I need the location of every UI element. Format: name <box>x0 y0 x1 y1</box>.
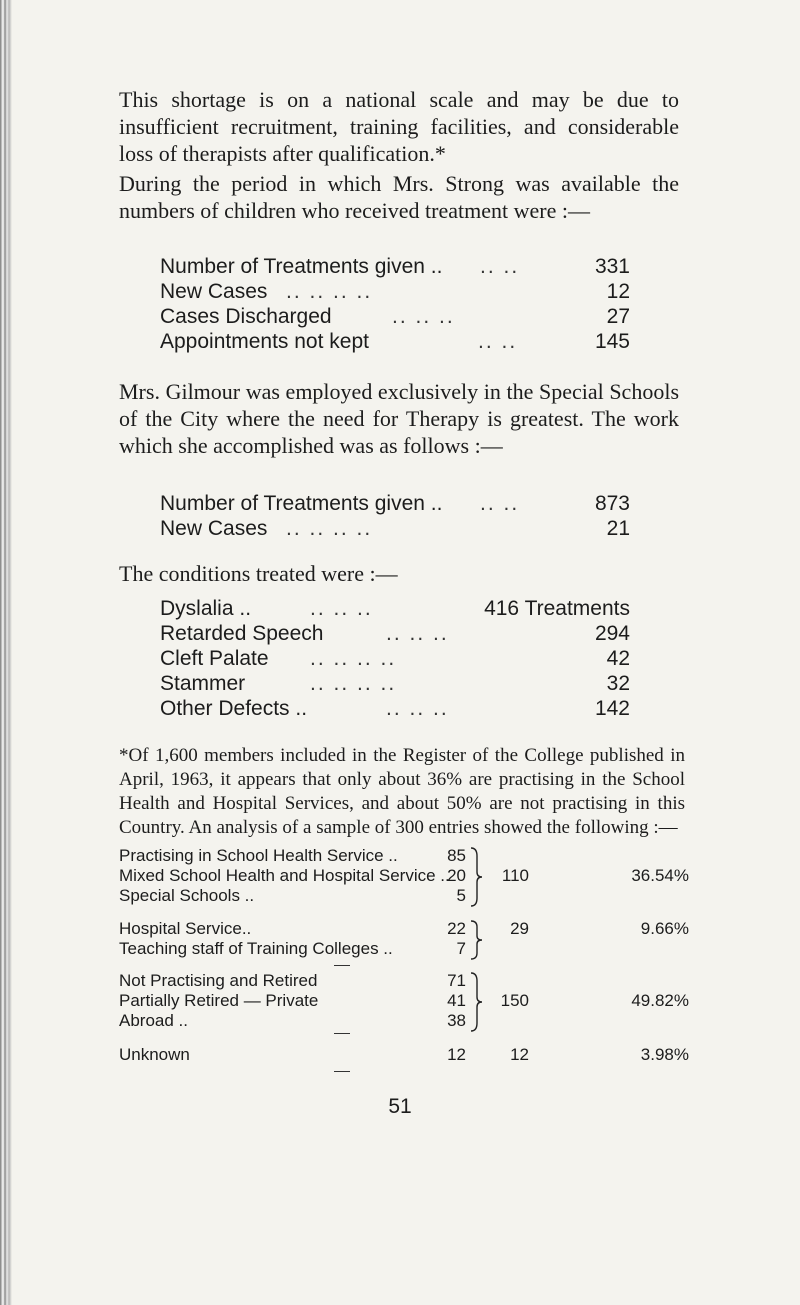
gilmour-treatment-list <box>160 491 630 541</box>
table-row: Teaching staff of Training Colleges .. 7 <box>119 939 466 958</box>
group-percent: 3.98% <box>640 1045 689 1064</box>
analysis-group-not-practising <box>119 971 689 1041</box>
group-total: 150 <box>500 991 529 1010</box>
list-item: Dyslalia .. .. .. .. 416 Treatments <box>160 597 630 620</box>
subtotal-rule <box>334 1033 350 1034</box>
list-item: New Cases .. .. .. .. 21 <box>160 517 630 540</box>
list-item: Retarded Speech .. .. .. 294 <box>160 622 630 645</box>
group-percent: 49.82% <box>631 991 689 1010</box>
group-percent: 9.66% <box>640 919 689 938</box>
group-percent: 36.54% <box>631 866 689 885</box>
strong-treatment-list <box>160 254 630 354</box>
table-row: Partially Retired — Private 41 <box>119 991 466 1010</box>
paragraph-conditions: The conditions treated were :— <box>119 561 398 586</box>
footnote: *Of 1,600 members included in the Register of the College published in April, 1963, it appears that only about 36% are practising in the School Health and Hospital Services, and about 50% are not practising in this Country. An analysis of a sample of 300 entries showed the following :— <box>119 745 685 838</box>
table-row: Unknown 12 <box>119 1045 466 1064</box>
list-item: Stammer .. .. .. .. 32 <box>160 672 630 695</box>
table-row: Not Practising and Retired 71 <box>119 971 466 990</box>
table-row: Abroad .. 38 <box>119 1011 466 1030</box>
page-number: 51 <box>388 1095 412 1118</box>
table-row: Practising in School Health Service .. 85 <box>119 846 466 865</box>
right-brace-icon <box>469 971 483 1033</box>
conditions-list <box>160 596 630 721</box>
total-rule <box>334 1071 350 1072</box>
list-item: Number of Treatments given .. .. .. 331 <box>160 255 630 278</box>
paragraph-mrs-gilmour: Mrs. Gilmour was employed exclusively in the Special Schools of the City where the need for Therapy is greatest. The work which she accomplished was as follows :— <box>119 379 679 458</box>
list-item: Appointments not kept .. .. 145 <box>160 330 630 353</box>
table-row: Special Schools .. 5 <box>119 886 466 905</box>
paragraph-mrs-strong: During the period in which Mrs. Strong was available the numbers of children who received treatment were :— <box>119 171 679 223</box>
list-item: New Cases .. .. .. .. 12 <box>160 280 630 303</box>
group-total: 12 <box>510 1045 529 1064</box>
analysis-group-unknown <box>119 1045 689 1067</box>
group-total: 29 <box>510 919 529 938</box>
list-item: Other Defects .. .. .. .. 142 <box>160 697 630 720</box>
list-item: Cases Discharged .. .. .. 27 <box>160 305 630 328</box>
table-row: Hospital Service.. 22 <box>119 919 466 938</box>
right-brace-icon <box>469 919 483 961</box>
list-item: Number of Treatments given .. .. .. 873 <box>160 492 630 515</box>
subtotal-rule <box>334 965 350 966</box>
right-brace-icon <box>469 846 483 908</box>
group-total: 110 <box>501 866 529 885</box>
analysis-group-hospital <box>119 919 689 964</box>
table-row: Mixed School Health and Hospital Service .. 20 <box>119 866 466 885</box>
analysis-group-school <box>119 846 689 916</box>
paragraph-shortage: This shortage is on a national scale and may be due to insufficient recruitment, training facilities, and considerable loss of therapists after qualification.* <box>119 87 679 166</box>
list-item: Cleft Palate .. .. .. .. 42 <box>160 647 630 670</box>
